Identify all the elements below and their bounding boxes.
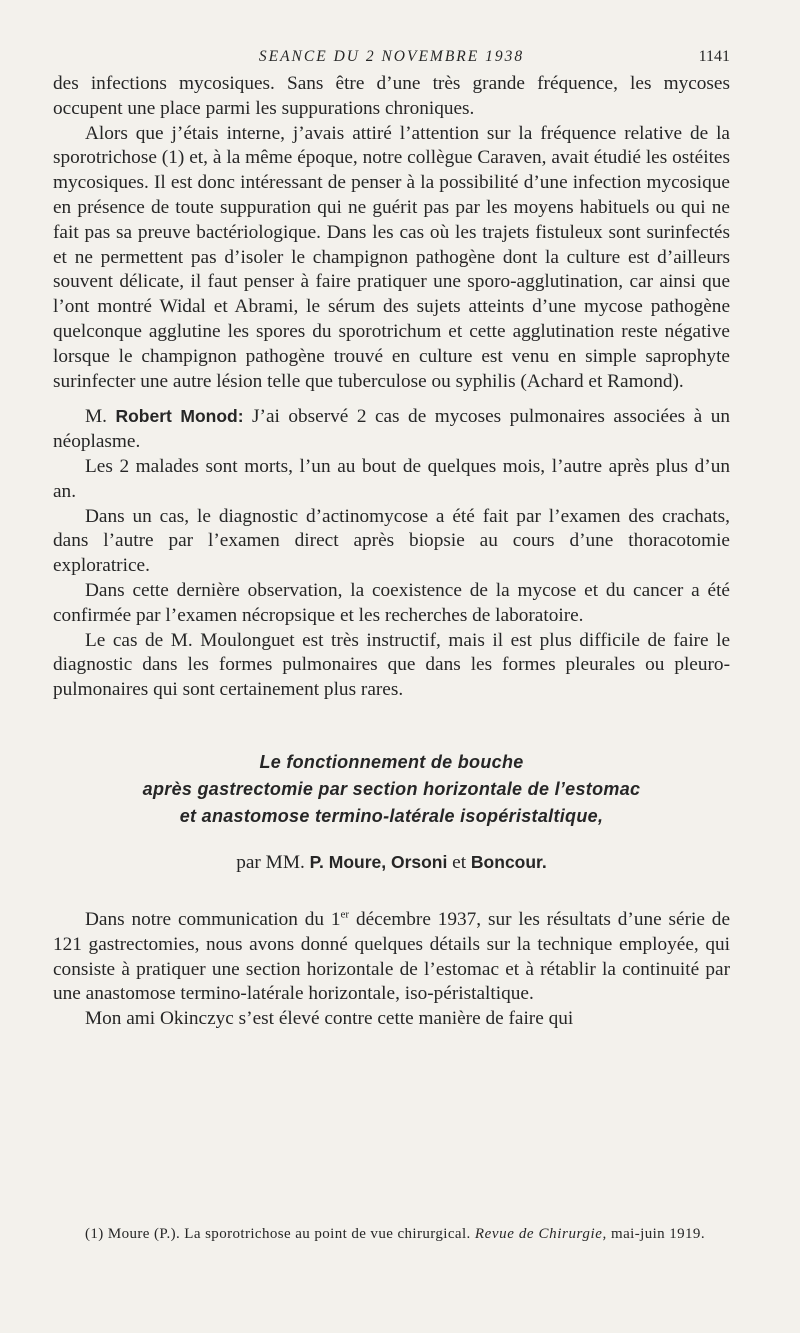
paragraph: Dans cette dernière observation, la coexistence de la mycose et du cancer a été confirmée par l’examen nécropsique et les recherches de laboratoire. <box>53 579 730 626</box>
authors-and: et <box>447 851 471 873</box>
speaker-paragraph <box>53 404 730 455</box>
authors-prefix: par MM. <box>236 851 310 873</box>
speaker-prefix: M. <box>85 406 116 428</box>
paragraph: Le cas de M. Moulonguet est très instructif, mais il est plus difficile de faire le diagnostic dans les formes pulmonaires que dans les formes pleurales ou pleuro-pulmonaires qui sont certainement plus rares. <box>53 629 730 701</box>
article-authors <box>53 852 730 874</box>
paragraph: Alors que j’étais interne, j’avais attiré l’attention sur la fréquence relative de la sporotrichose (1) et, à la même époque, notre collègue Caraven, avait étudié les ostéites mycosiques. Il est donc intéressant de penser à la possibilité d’une infection mycosique en présence de toute suppuration qui ne guérit pas par les moyens habituels ou qui ne fait pas sa preuve bactériologique. Dans les cas où les trajets fistuleux sont surinfectés et ne permettent pas d’isoler le champignon pathogène dont la culture est d’ailleurs souvent délicate, il faut penser à faire pratiquer une sporo-agglutination, car ainsi que l’ont montré Widal et Abrami, le sérum des sujets atteints d’une mycose pathogène quelconque agglutine les spores du sporotrichum et cette agglutination reste négative lorsque le champignon pathogène trouvé en culture est venu en simple saprophyte surinfecter une autre lésion telle que tuberculose ou syphilis (Achard et Ramond). <box>53 122 730 392</box>
superscript: er <box>340 908 350 921</box>
author-name: P. Moure, <box>309 851 387 872</box>
paragraph-text: Dans notre communication du 1 <box>85 908 341 930</box>
paragraph: des infections mycosiques. Sans être d’une très grande fréquence, les mycoses occupent une place parmi les suppurations chroniques. <box>53 73 730 119</box>
footnote-text: (1) Moure (P.). La sporotrichose au point de vue chirurgical. <box>85 1226 475 1242</box>
article-title-line: et anastomose termino-latérale isopéristaltique, <box>179 805 604 826</box>
article-title-line: après gastrectomie par section horizontale de l’estomac <box>142 778 641 799</box>
footnote-date: mai-juin 1919. <box>606 1226 705 1242</box>
page-body <box>53 46 730 1032</box>
speaker-name: Robert Monod: <box>115 406 244 427</box>
footnote-journal: Revue de Chirurgie, <box>474 1226 607 1242</box>
speaker-text: J’ai observé 2 cas de mycoses pulmonaires associées à un néoplasme. <box>53 406 730 453</box>
paragraph: Dans un cas, le diagnostic d’actinomycose a été fait par l’examen des crachats, dans l’autre par l’examen direct après biopsie au cours d’une thoracotomie exploratrice. <box>53 505 730 577</box>
author-name: Boncour. <box>470 851 547 872</box>
paragraph <box>53 908 730 1007</box>
footnote <box>53 1225 730 1244</box>
paragraph: Mon ami Okinczyc s’est élevé contre cette manière de faire qui <box>85 1008 574 1030</box>
page-number: 1141 <box>698 48 730 65</box>
author-name: Orsoni <box>390 851 448 872</box>
article-title <box>53 749 730 830</box>
header-title: SEANCE DU 2 NOVEMBRE 1938 <box>258 48 525 65</box>
paragraph-text: décembre 1937, sur les résultats d’une série de 121 gastrectomies, nous avons donné quelques détails sur la technique employée, qui consiste à pratiquer une section horizontale de l’estomac et à rétablir la continuité par une anastomose termino-latérale horizontale, iso-péristaltique. <box>53 908 730 1005</box>
article-title-line: Le fonctionnement de bouche <box>259 751 524 772</box>
running-header <box>53 46 730 72</box>
paragraph: Les 2 malades sont morts, l’un au bout de quelques mois, l’autre après plus d’un an. <box>53 455 730 502</box>
